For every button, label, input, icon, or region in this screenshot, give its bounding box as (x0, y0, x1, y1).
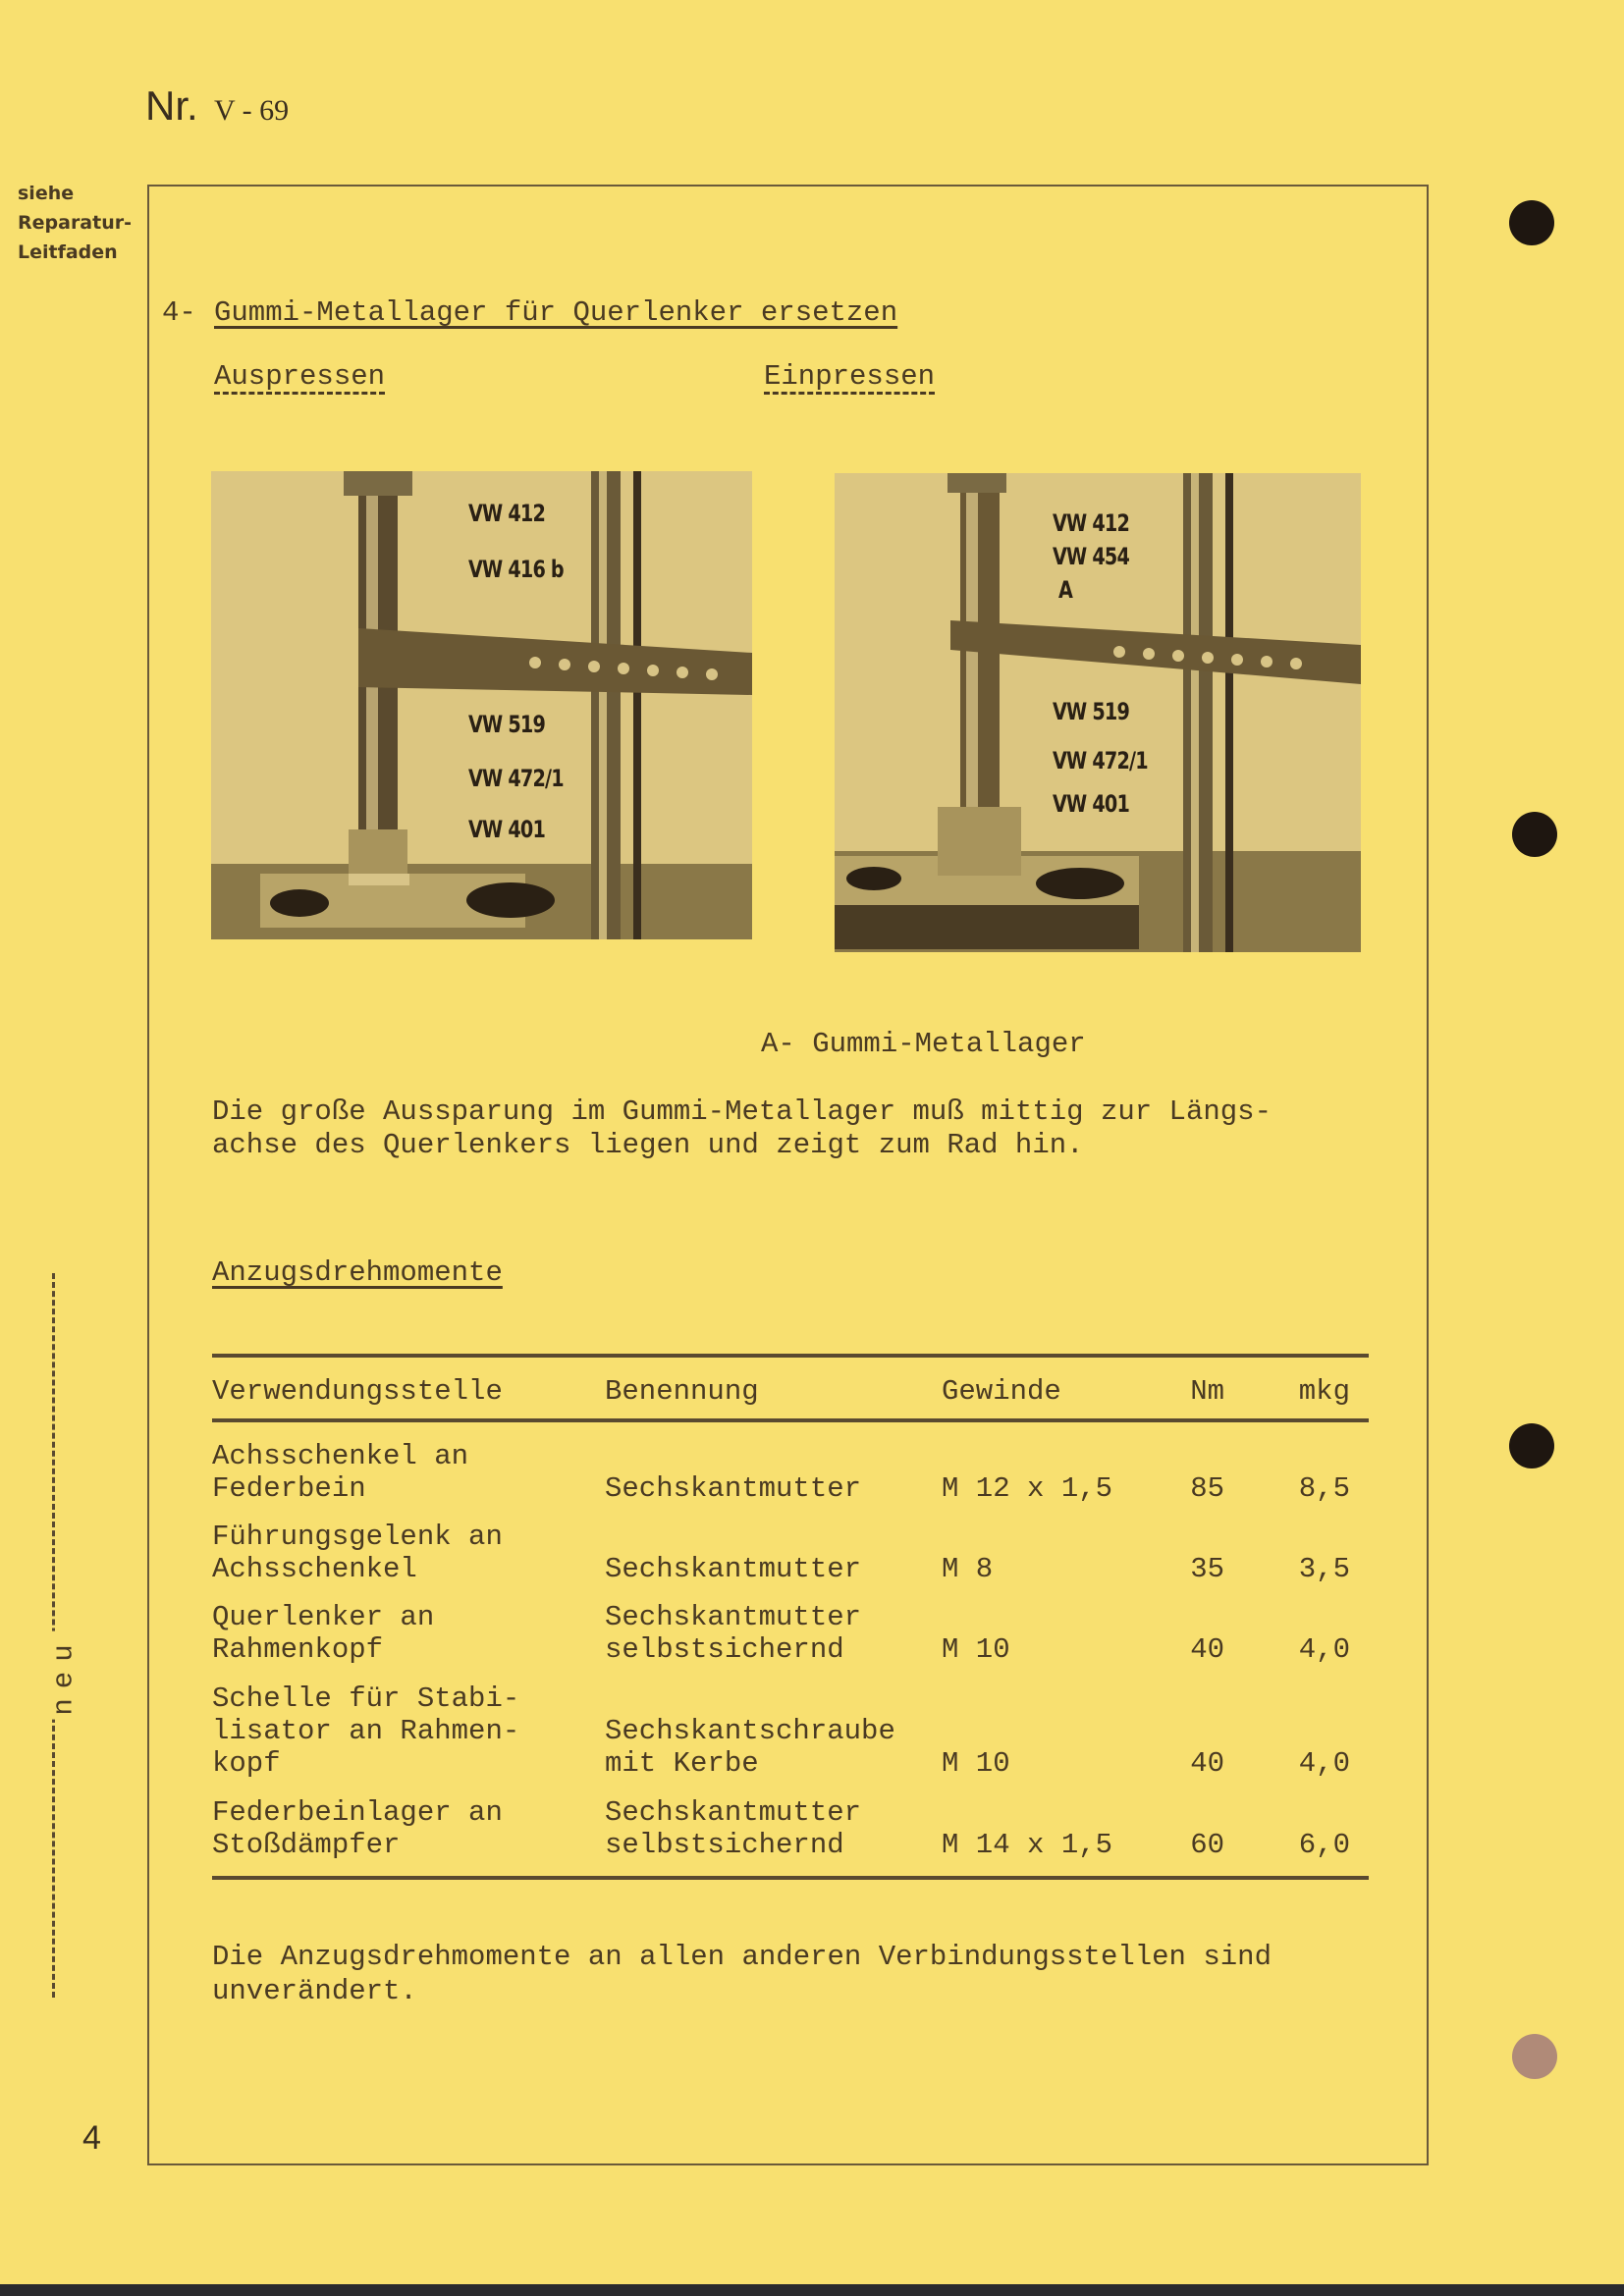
section-number: 4- (162, 296, 196, 329)
table-rule (212, 1418, 1369, 1422)
subheading-einpressen: Einpressen (764, 360, 936, 393)
header-gewinde: Gewinde (942, 1375, 1061, 1408)
punch-hole (1509, 200, 1554, 245)
cell-benennung: Sechskantmutter (605, 1553, 862, 1585)
cell-mkg: 8,5 (1298, 1472, 1350, 1505)
cell-stelle: Stoßdämpfer (212, 1829, 401, 1861)
photo-caption: A- Gummi-Metallager (761, 1028, 1086, 1060)
doc-number-label: Nr. (145, 82, 198, 129)
table-row (212, 1682, 1369, 1780)
cell-gewinde: M 8 (942, 1553, 994, 1585)
cell-stelle: Führungsgelenk an (212, 1521, 503, 1553)
cell-mkg: 4,0 (1298, 1747, 1350, 1780)
punch-hole (1509, 1423, 1554, 1468)
part-label: VW 416 b (468, 556, 564, 583)
cell-stelle: Achsschenkel an (212, 1440, 469, 1472)
part-label: VW 454 (1053, 543, 1129, 570)
photo-einpressen (835, 473, 1361, 952)
cell-benennung: Sechskantmutter (605, 1601, 862, 1633)
cell-mkg: 4,0 (1298, 1633, 1350, 1666)
paragraph-line: achse des Querlenkers liegen und zeigt zum Rad hin. (212, 1129, 1084, 1161)
cell-nm: 40 (1190, 1633, 1224, 1666)
cell-nm: 35 (1190, 1553, 1224, 1585)
press-illustration (211, 471, 752, 939)
margin-mark-neu: neu (48, 1630, 81, 1719)
footer-paragraph-line: Die Anzugsdrehmomente an allen anderen Verbindungsstellen sind (212, 1941, 1272, 1973)
header-nm: Nm (1190, 1375, 1224, 1408)
subheading-auspressen: Auspressen (214, 360, 386, 393)
cell-nm: 85 (1190, 1472, 1224, 1505)
photo-auspressen (211, 471, 752, 939)
page-number: 4 (82, 2119, 101, 2157)
part-label: A (1058, 576, 1073, 604)
table-row (212, 1521, 1369, 1585)
paragraph-line: Die große Aussparung im Gummi-Metallager muß mittig zur Längs- (212, 1095, 1272, 1128)
cell-stelle: Federbeinlager an (212, 1796, 503, 1829)
cell-nm: 60 (1190, 1829, 1224, 1861)
side-note-line: Reparatur- (18, 212, 132, 234)
cell-gewinde: M 10 (942, 1633, 1010, 1666)
scan-edge (0, 2284, 1624, 2296)
header-mkg: mkg (1298, 1375, 1350, 1408)
cell-stelle: Achsschenkel (212, 1553, 417, 1585)
cell-gewinde: M 12 x 1,5 (942, 1472, 1113, 1505)
part-label: VW 472/1 (1053, 747, 1148, 774)
table-row (212, 1796, 1369, 1861)
part-label: VW 519 (1053, 698, 1129, 725)
side-note-line: Leitfaden (18, 241, 118, 263)
part-label: VW 412 (468, 500, 545, 527)
cell-stelle: Federbein (212, 1472, 366, 1505)
cell-benennung: Sechskantschraube (605, 1715, 895, 1747)
part-label: VW 401 (468, 816, 545, 843)
header-verwendungsstelle: Verwendungsstelle (212, 1375, 503, 1408)
part-label: VW 519 (468, 711, 545, 738)
cell-benennung: Sechskantmutter (605, 1472, 862, 1505)
punch-hole (1512, 2034, 1557, 2079)
part-label: VW 401 (1053, 790, 1129, 818)
cell-stelle: kopf (212, 1747, 281, 1780)
cell-nm: 40 (1190, 1747, 1224, 1780)
cell-stelle: lisator an Rahmen- (212, 1715, 520, 1747)
cell-gewinde: M 10 (942, 1747, 1010, 1780)
table-row (212, 1440, 1369, 1505)
side-note-line: siehe (18, 183, 75, 204)
table-rule (212, 1876, 1369, 1880)
cell-mkg: 6,0 (1298, 1829, 1350, 1861)
part-label: VW 472/1 (468, 765, 564, 792)
cell-stelle: Schelle für Stabi- (212, 1682, 520, 1715)
cell-benennung: selbstsichernd (605, 1829, 844, 1861)
footer-paragraph-line: unverändert. (212, 1975, 417, 2007)
cell-benennung: Sechskantmutter (605, 1796, 862, 1829)
cell-stelle: Rahmenkopf (212, 1633, 384, 1666)
cell-mkg: 3,5 (1298, 1553, 1350, 1585)
table-rule (212, 1354, 1369, 1358)
torque-heading: Anzugsdrehmomente (212, 1256, 503, 1289)
part-label: VW 412 (1053, 509, 1129, 537)
section-title: Gummi-Metallager für Querlenker ersetzen (214, 296, 898, 329)
punch-hole (1512, 812, 1557, 857)
cell-benennung: selbstsichernd (605, 1633, 844, 1666)
table-row (212, 1601, 1369, 1666)
header-benennung: Benennung (605, 1375, 759, 1408)
cell-gewinde: M 14 x 1,5 (942, 1829, 1113, 1861)
doc-number-value: V - 69 (214, 94, 290, 127)
cell-stelle: Querlenker an (212, 1601, 435, 1633)
cell-benennung: mit Kerbe (605, 1747, 759, 1780)
